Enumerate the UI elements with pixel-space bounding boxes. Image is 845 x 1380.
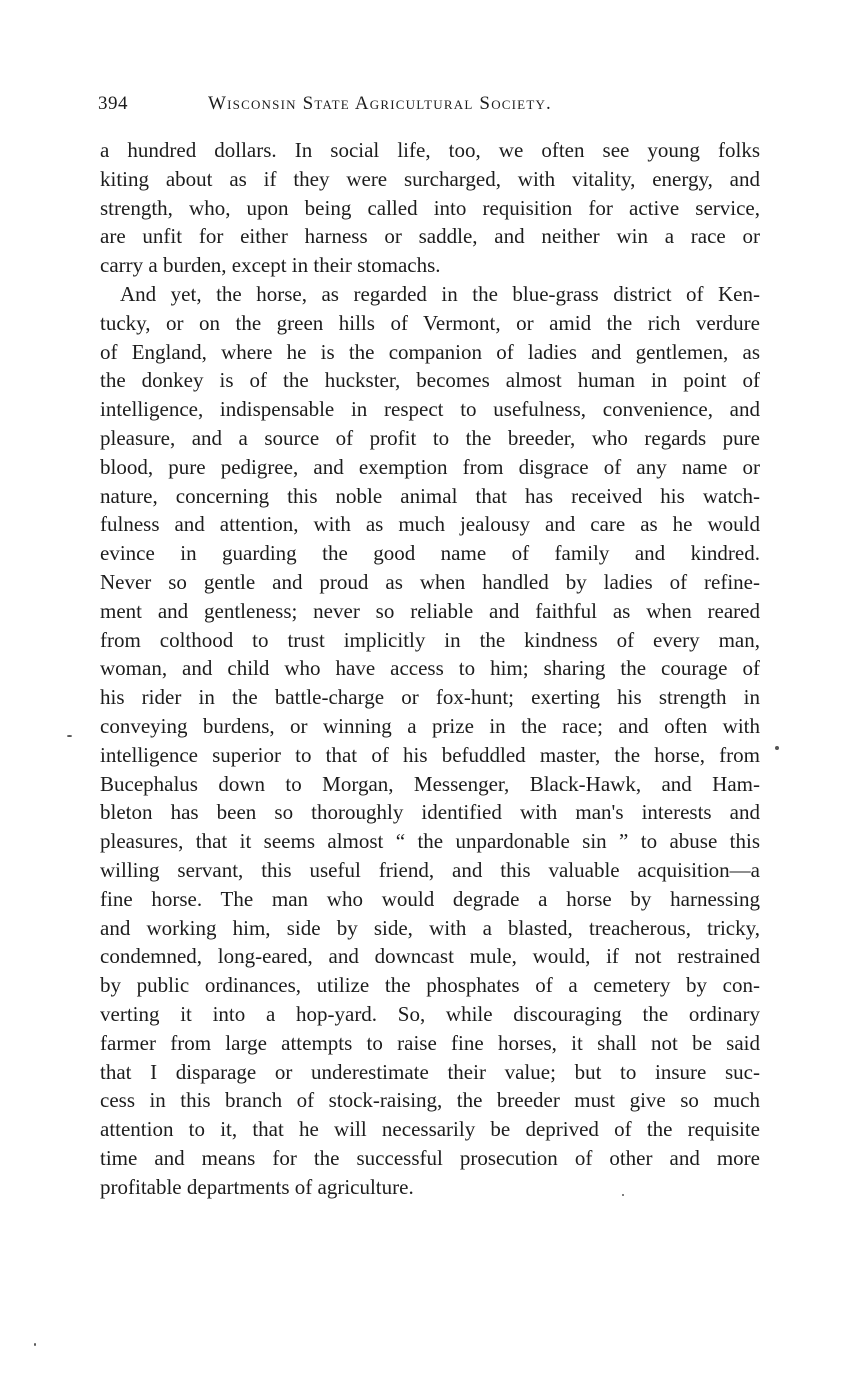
text-line: farmer from large attempts to raise fine horses, it shall not be said — [100, 1030, 760, 1055]
paragraph-2 — [100, 280, 760, 1202]
text-line: intelligence superior to that of his befuddled master, the horse, from — [100, 742, 760, 767]
text-line: by public ordinances, utilize the phosphates of a cemetery by con- — [100, 973, 760, 998]
page-number: 394 — [98, 93, 128, 114]
text-line: from colthood to trust implicitly in the kindness of every man, — [100, 627, 760, 652]
ink-speck — [67, 735, 72, 737]
text-line: of England, where he is the companion of ladies and gentlemen, as — [100, 339, 760, 364]
text-line: conveying burdens, or winning a prize in the race; and often with — [100, 713, 760, 738]
text-line: kiting about as if they were surcharged, with vitality, energy, and — [100, 166, 760, 191]
text-line: the donkey is of the huckster, becomes almost human in point of — [100, 368, 760, 393]
text-line: that I disparage or underestimate their value; but to insure suc- — [100, 1059, 760, 1084]
text-line: time and means for the successful prosecution of other and more — [100, 1145, 760, 1170]
text-line: attention to it, that he will necessarily be deprived of the requisite — [100, 1117, 760, 1142]
text-line: Bucephalus down to Morgan, Messenger, Black-Hawk, and Ham- — [100, 771, 760, 796]
text-line: intelligence, indispensable in respect to usefulness, convenience, and — [100, 397, 760, 422]
text-line: Never so gentle and proud as when handled by ladies of refine- — [100, 569, 760, 594]
ink-speck — [622, 1194, 624, 1196]
text-line: profitable departments of agriculture. — [100, 1174, 414, 1199]
text-line: bleton has been so thoroughly identified with man's interests and — [100, 800, 760, 825]
body-text — [100, 136, 760, 1201]
text-line: a hundred dollars. In social life, too, we often see young folks — [100, 138, 760, 162]
text-line: and working him, side by side, with a blasted, treacherous, tricky, — [100, 915, 760, 940]
text-line: carry a burden, except in their stomachs. — [100, 253, 441, 278]
text-line: tucky, or on the green hills of Vermont, or amid the rich verdure — [100, 310, 760, 335]
text-line: nature, concerning this noble animal that has received his watch- — [100, 483, 760, 508]
text-line: woman, and child who have access to him; sharing the courage of — [100, 656, 760, 681]
text-line: fine horse. The man who would degrade a horse by harnessing — [100, 886, 760, 911]
text-line: fulness and attention, with as much jealousy and care as he would — [100, 512, 760, 537]
text-line: are unfit for either harness or saddle, and neither win a race or — [100, 224, 760, 249]
text-line: verting it into a hop-yard. So, while discouraging the ordinary — [100, 1001, 760, 1026]
text-line: blood, pure pedigree, and exemption from disgrace of any name or — [100, 454, 760, 479]
text-line: And yet, the horse, as regarded in the blue-grass district of Ken- — [120, 281, 760, 306]
text-line: evince in guarding the good name of family and kindred. — [100, 541, 760, 566]
text-line: condemned, long-eared, and downcast mule, would, if not restrained — [100, 944, 760, 969]
text-line: pleasures, that it seems almost “ the unpardonable sin ” to abuse this — [100, 829, 760, 854]
running-head — [98, 93, 758, 123]
text-line: pleasure, and a source of profit to the breeder, who regards pure — [100, 425, 760, 450]
text-line: willing servant, this useful friend, and this valuable acquisition—a — [100, 857, 760, 882]
text-line: ment and gentleness; never so reliable and faithful as when reared — [100, 598, 760, 623]
ink-speck — [775, 746, 779, 750]
running-title: Wisconsin State Agricultural Society. — [208, 93, 553, 114]
text-line: his rider in the battle-charge or fox-hunt; exerting his strength in — [100, 685, 760, 710]
ink-speck — [34, 1343, 36, 1346]
paragraph-1 — [100, 136, 760, 280]
text-line: cess in this branch of stock-raising, the breeder must give so much — [100, 1088, 760, 1113]
text-line: strength, who, upon being called into requisition for active service, — [100, 195, 760, 220]
